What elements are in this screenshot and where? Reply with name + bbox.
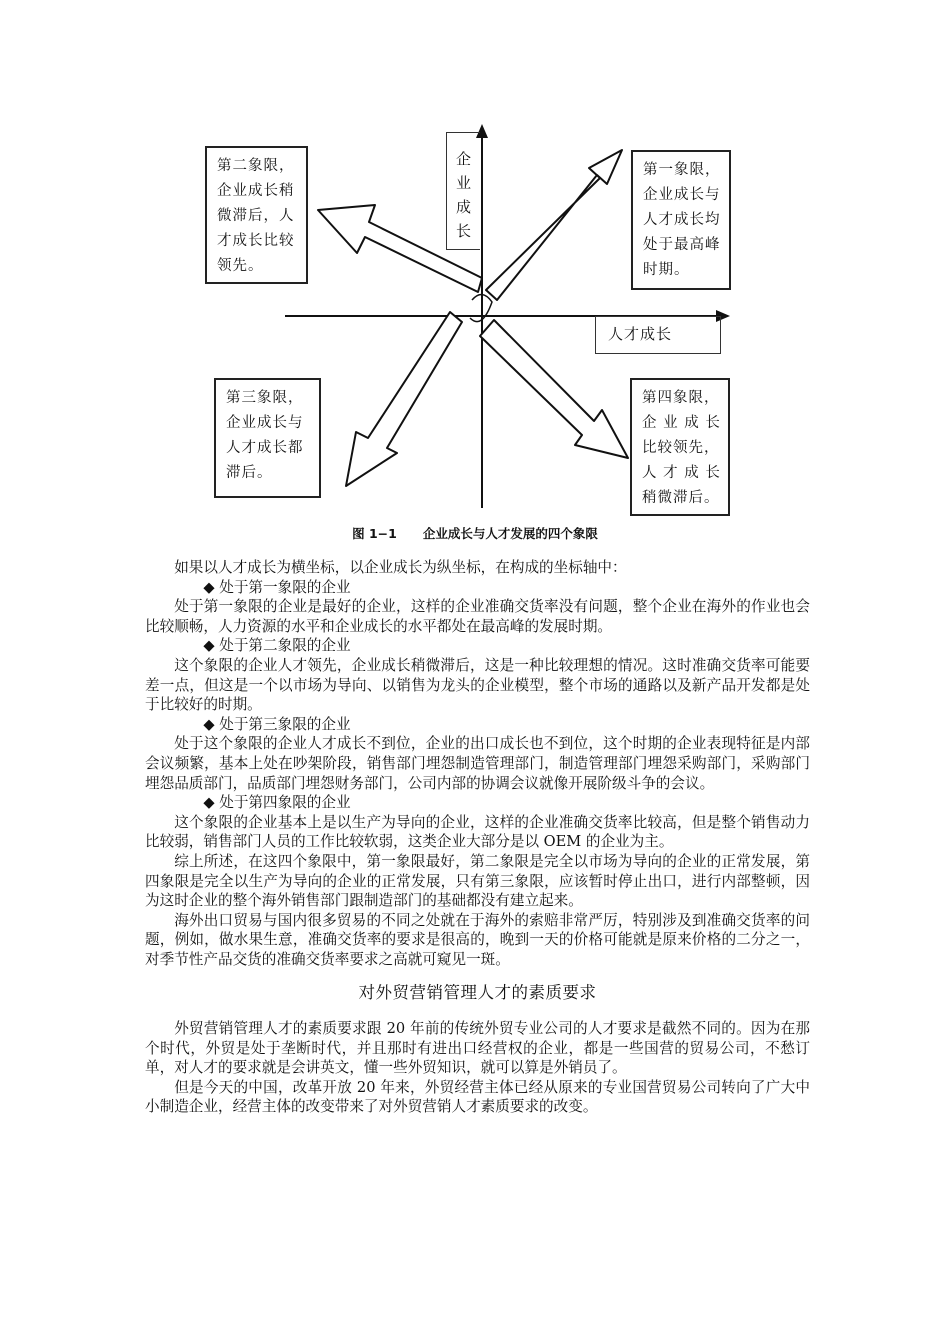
figure-caption bbox=[0, 524, 950, 542]
y-axis-label-char: 业 bbox=[455, 174, 471, 192]
quadrant-text-line: 第四象限， bbox=[642, 390, 720, 406]
arrow-q1 bbox=[486, 150, 622, 300]
quadrant-text-line: 第一象限， bbox=[643, 162, 721, 178]
section-bullet: ◆ 处于第二象限的企业 bbox=[203, 637, 351, 655]
quadrant-text-line: 才成长比较 bbox=[217, 233, 295, 249]
quadrant-text-line: 时期。 bbox=[643, 262, 690, 278]
quadrant-diagram bbox=[0, 0, 950, 520]
quadrant-text-line: 微滞后，人 bbox=[217, 208, 295, 224]
section-paragraph: 这个象限的企业基本上是以生产为导向的企业，这样的企业准确交货率比较高，但是整个销售动力比较弱，销售部门人员的工作比较软弱，这类企业大部分是以 OEM 的企业为主。 bbox=[145, 813, 810, 851]
y-axis-label-char: 企 bbox=[455, 150, 471, 168]
arrow-q3 bbox=[346, 312, 462, 486]
figure-title: 企业成长与人才发展的四个象限 bbox=[422, 526, 598, 541]
quadrant-1-box bbox=[631, 150, 731, 290]
section-bullet: ◆ 处于第四象限的企业 bbox=[203, 794, 351, 812]
quadrant-text-line: 人 才 成 长 bbox=[642, 465, 721, 481]
quadrant-text-line: 企业成长稍 bbox=[217, 183, 295, 199]
quadrant-text-line: 处于最高峰 bbox=[643, 237, 721, 253]
requirements-paragraph-2: 但是今天的中国，改革开放 20 年来，外贸经营主体已经从原来的专业国营贸易公司转向了广大中小制造企业，经营主体的改变带来了对外贸营销人才素质要求的改变。 bbox=[145, 1078, 810, 1116]
section-bullet: ◆ 处于第三象限的企业 bbox=[203, 715, 351, 733]
section-paragraph: 处于第一象限的企业是最好的企业，这样的企业准确交货率没有问题，整个企业在海外的作业也会比较顺畅，人力资源的水平和企业成长的水平都处在最高峰的发展时期。 bbox=[145, 598, 810, 635]
quadrant-3-box bbox=[214, 378, 321, 498]
section-paragraph: 这个象限的企业人才领先，企业成长稍微滞后，这是一种比较理想的情况。这时准确交货率可能要差一点，但这是一个以市场为导向、以销售为龙头的企业模型，整个市场的通路以及新产品开发都是处于比较好的时期。 bbox=[145, 656, 810, 714]
section-heading: 对外贸营销管理人才的素质要求 bbox=[358, 983, 597, 1003]
quadrant-4-box bbox=[630, 378, 730, 516]
requirements-paragraph-1: 外贸营销管理人才的素质要求跟 20 年前的传统外贸专业公司的人才要求是截然不同的。因为在那个时代，外贸是处于垄断时代，并且那时有进出口经营权的企业，都是一些国营的贸易公司，不愁订单，对人才的要求就是会讲英文，懂一些外贸知识，就可以算是外销员了。 bbox=[145, 1020, 810, 1077]
quadrant-text-line: 企业成长与 bbox=[643, 187, 721, 203]
y-axis-label bbox=[446, 132, 480, 250]
intro-paragraph: 如果以人才成长为横坐标，以企业成长为纵坐标，在构成的坐标轴中： bbox=[174, 559, 627, 576]
body-text bbox=[145, 558, 810, 1117]
quadrant-text-line: 企业成长与 bbox=[226, 415, 304, 431]
y-axis-label-char: 成 bbox=[455, 198, 471, 216]
figure-number: 图 1−1 bbox=[352, 526, 397, 541]
trade-paragraph: 海外出口贸易与国内很多贸易的不同之处就在于海外的索赔非常严厉，特别涉及到准确交货率的问题，例如，做水果生意，准确交货率的要求是很高的，晚到一天的价格可能就是原来价格的二分之一，对季节性产品交货的准确交货率要求之高就可窥见一斑。 bbox=[145, 911, 810, 968]
quadrant-text-line: 人才成长都 bbox=[226, 440, 304, 456]
quadrant-text-line: 领先。 bbox=[217, 258, 264, 274]
quadrant-2-box bbox=[205, 146, 308, 284]
quadrant-text-line: 企 业 成 长 bbox=[642, 415, 721, 431]
quadrant-text-line: 稍微滞后。 bbox=[642, 490, 720, 506]
section-bullet: ◆ 处于第一象限的企业 bbox=[203, 578, 351, 596]
quadrant-text-line: 第三象限， bbox=[226, 390, 304, 406]
summary-paragraph: 综上所述，在这四个象限中，第一象限最好，第二象限是完全以市场为导向的企业的正常发展，第四象限是完全以生产为导向的企业的正常发展，只有第三象限，应该暂时停止出口，进行内部整顿，因为这时企业的整个海外销售部门跟制造部门的基础都没有建立起来。 bbox=[145, 852, 810, 910]
x-axis-label: 人才成长 bbox=[595, 316, 721, 354]
quadrant-text-line: 第二象限， bbox=[217, 158, 295, 174]
quadrant-text-line: 比较领先， bbox=[642, 440, 720, 456]
quadrant-text-line: 人才成长均 bbox=[643, 212, 721, 228]
y-axis-label-char: 长 bbox=[455, 222, 471, 240]
section-paragraph: 处于这个象限的企业人才成长不到位，企业的出口成长也不到位，这个时期的企业表现特征是内部会议频繁，基本上处在吵架阶段，销售部门埋怨制造管理部门，制造管理部门埋怨采购部门，采购部门埋怨品质部门，品质部门埋怨财务部门，公司内部的协调会议就像开展阶级斗争的会议。 bbox=[145, 735, 810, 792]
quadrant-text-line: 滞后。 bbox=[226, 465, 273, 481]
